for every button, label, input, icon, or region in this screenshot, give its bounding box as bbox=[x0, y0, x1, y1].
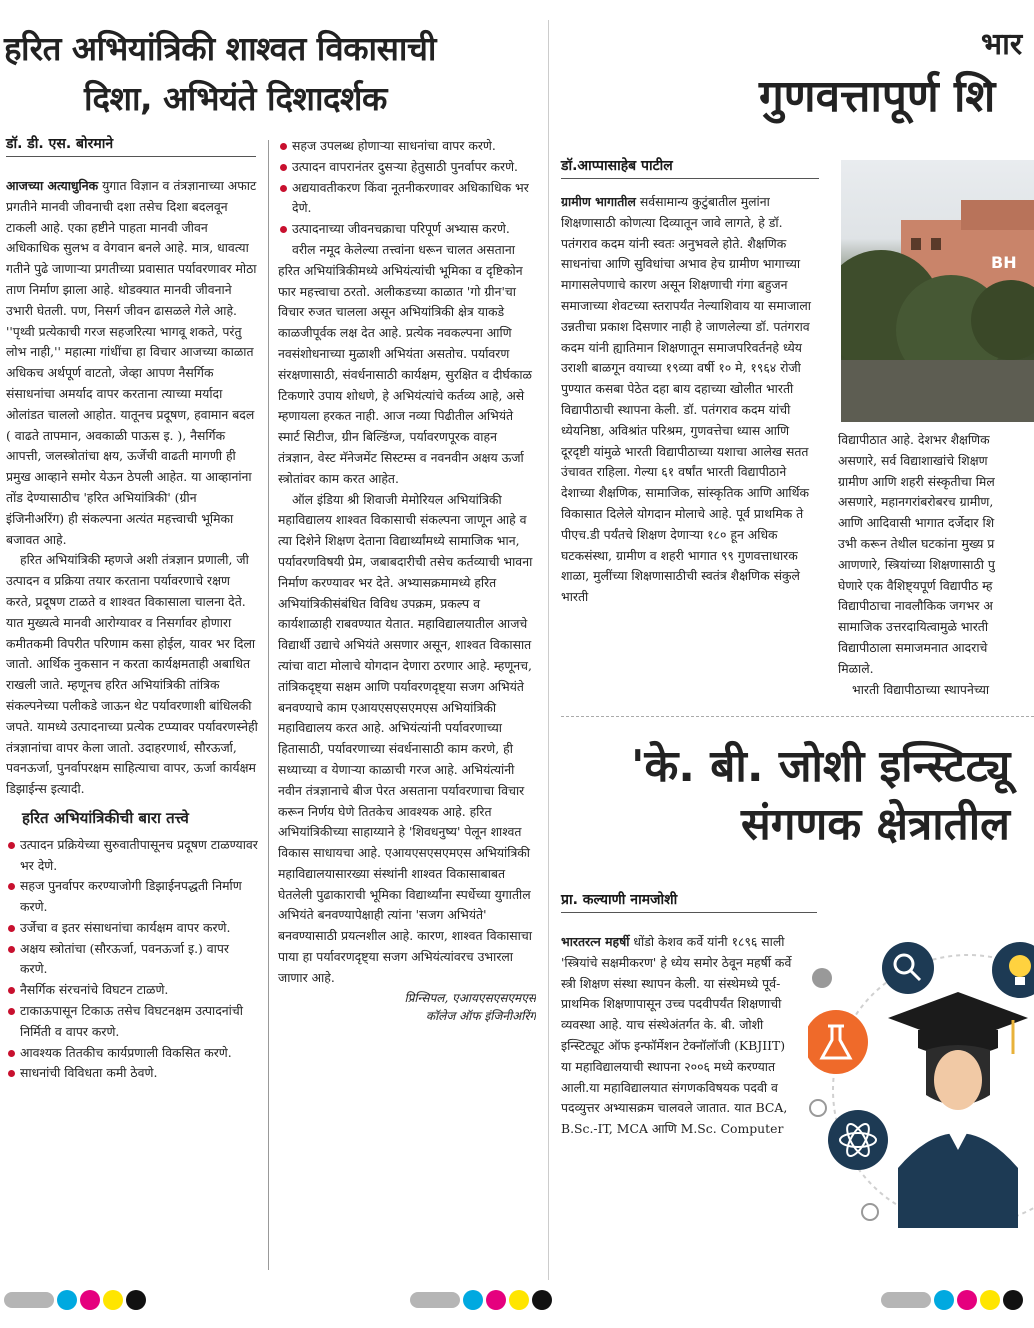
cyan-dot bbox=[57, 1290, 77, 1310]
left-lead: आजच्या अत्याधुनिक bbox=[6, 178, 99, 193]
graduate-face bbox=[934, 1050, 982, 1110]
list-item: आवश्यक तितकीच कार्यप्रणाली विकसित करणे. bbox=[6, 1043, 258, 1064]
magenta-dot bbox=[80, 1290, 100, 1310]
black-dot bbox=[1003, 1290, 1023, 1310]
magenta-dot bbox=[957, 1290, 977, 1310]
signature-line-2: कॉलेज ऑफ इंजिनीअरिंग bbox=[425, 1008, 536, 1023]
text-line: भारती विद्यापीठाच्या स्थापनेच्या bbox=[852, 681, 990, 697]
left-headline-line2: दिशा, अभियंते दिशादर्शक bbox=[84, 79, 387, 118]
right-top-byline: डॉ.आप्पासाहेब पाटील bbox=[561, 156, 819, 179]
left-byline: डॉ. डी. एस. बोरमाने bbox=[6, 134, 256, 157]
list-item: उत्पादन प्रक्रियेच्या सुरुवातीपासूनच प्रदूषण टाळण्यावर भर देणे. bbox=[6, 835, 258, 877]
left-col2-para1: वरील नमूद केलेल्या तत्त्वांना धरून चालत असताना हरित अभियांत्रिकीमध्ये अभियंत्यांची भूमिका व दृष्टिकोन फार महत्त्वाचा ठरतो. अलीकडच्या काळात 'गो ग्रीन'चा विचार रुजत चालला असून अभियांत्रिकी क्षेत्र याकडे काळजीपूर्वक लक्ष देत आहे. प्रत्येक नवकल्पना आणि नवसंशोधनाच्या मुळाशी अभियंता असतोच. पर्यावरण संरक्षणासाठी, संवर्धनासाठी कार्यक्षम, सुरक्षित व दीर्घकाळ टिकणारे उपाय शोधणे, हे अभियंत्यांचे कर्तव्य आहे, असे म्हणायला हरकत नाही. आज नव्या पिढीतील अभियंते स्मार्ट सिटीज, ग्रीन बिल्डिंग्ज, पर्यावरणपूरक वाहन तंत्रज्ञान, वेस्ट मॅनेजमेंट सिस्टम्स व नवनवीन अक्षय ऊर्जा स्त्रोतांवर काम करत आहेत. bbox=[278, 241, 532, 486]
column-divider bbox=[268, 140, 269, 1270]
cyan-dot bbox=[463, 1290, 483, 1310]
text-line: असणारे, सर्व विद्याशाखांचे शिक्षण bbox=[838, 452, 988, 468]
atom-icon bbox=[828, 1110, 888, 1170]
list-item: उत्पादनाच्या जीवनचक्राचा परिपूर्ण अभ्यास करणे. bbox=[278, 219, 536, 240]
list-item: नैसर्गिक संरचनांचे विघटन टाळणे. bbox=[6, 980, 258, 1001]
palette-icon bbox=[812, 968, 832, 988]
gear-small-icon bbox=[862, 1204, 878, 1220]
text-line: असणारे, महानगरांबरोबरच ग्रामीण, bbox=[838, 494, 994, 510]
list-item: उत्पादन वापरानंतर दुसऱ्या हेतुसाठी पुनर्वापर करणे. bbox=[278, 157, 536, 178]
list-item: टाकाऊपासून टिकाऊ तसेच विघटनक्षम उत्पादनांची निर्मिती व वापर करणे. bbox=[6, 1001, 258, 1043]
yellow-dot bbox=[980, 1290, 1000, 1310]
list-item: अक्षय स्त्रोतांचा (सौरऊर्जा, पवनऊर्जा इ.) वापर करणे. bbox=[6, 939, 258, 981]
right-page bbox=[553, 0, 1034, 1328]
education-infographic bbox=[808, 920, 1034, 1260]
text-line: सामाजिक उत्तरदायित्वामुळे भारती bbox=[838, 619, 989, 635]
cyan-dot bbox=[934, 1290, 954, 1310]
registration-bar bbox=[4, 1292, 54, 1308]
flask-icon bbox=[808, 1010, 868, 1074]
list-item: साधनांची विविधता कमी ठेवणे. bbox=[6, 1063, 258, 1084]
registration-bar bbox=[881, 1292, 931, 1308]
registration-marks-center bbox=[410, 1290, 552, 1310]
right-top-headline-big: गुणवत्तापूर्ण शि bbox=[759, 71, 996, 122]
right-bottom-column bbox=[561, 932, 793, 1272]
left-subhead: हरित अभियांत्रिकीची बारा तत्त्वे bbox=[22, 808, 189, 827]
yellow-dot bbox=[509, 1290, 529, 1310]
left-column-1 bbox=[6, 176, 258, 1276]
search-small-icon bbox=[810, 1100, 826, 1116]
list-item: सहज पुनर्वापर करण्याजोगी डिझाईनपद्धती निर्माण करणे. bbox=[6, 876, 258, 918]
text-line: ग्रामीण आणि शहरी संस्कृतीचा मिल bbox=[838, 473, 995, 489]
list-item: सहज उपलब्ध होणाऱ्या साधनांचा वापर करणे. bbox=[278, 136, 536, 157]
right-bottom-lead: भारतरत्न महर्षी bbox=[561, 934, 630, 949]
building-sign: BH bbox=[991, 253, 1017, 272]
right-bottom-headline-line1: 'के. बी. जोशी इन्स्टिट्यू bbox=[631, 741, 1011, 792]
registration-marks-right bbox=[881, 1290, 1023, 1310]
principles-list-continued bbox=[278, 136, 536, 240]
magenta-dot bbox=[486, 1290, 506, 1310]
left-col2-para2: ऑल इंडिया श्री शिवाजी मेमोरियल अभियांत्रिकी महाविद्यालय शाश्वत विकासाची संकल्पना जाणून आहे व त्या दिशेने शिक्षण देताना विद्यार्थ्यांमध्ये सामाजिक भान, पर्यावरणविषयी प्रेम, जबाबदारीची तसेच कर्तव्याची भावना निर्माण करण्यावर भर देते. अभ्यासक्रमामध्ये हरित अभियांत्रिकीसंबंधित विविध उपक्रम, प्रकल्प व कार्यशाळाही राबवण्यात येतात. महाविद्यालयातील आजचे विद्यार्थी उद्याचे अभियंते असणार असून, शाश्वत विकासात त्यांचा वाटा मोलाचे योगदान देणारा ठरणार आहे. म्हणूनच, तांत्रिकदृष्ट्या सक्षम आणि पर्यावरणदृष्ट्या सजग अभियंते बनवण्याचे काम एआयएसएसएमएस अभियांत्रिकी महाविद्यालय करत आहे. अभियंत्यांनी पर्यावरणाच्या हितासाठी, पर्यावरणाच्या संवर्धनासाठी काम करणे, ही सध्याच्या व येणाऱ्या काळाची गरज आहे. अभियंत्यांनी नवीन तंत्रज्ञानाचे बीज पेरत असताना पर्यावरणाचा विचार करून निर्णय घेणे तितकेच आवश्यक आहे. हरित अभियांत्रिकीच्या साहाय्याने हे 'शिवधनुष्य' पेलून शाश्वत विकास साधायचा आहे. एआयएसएसएमएस अभियांत्रिकी महाविद्यालयासारख्या संस्थांनी शाश्वत विकासाबाबत घेतलेली पुढाकाराची भूमिका विद्यार्थ्यांना स्पर्धेच्या युगातील अभियंते बनवण्यापेक्षाही त्यांना 'सजग अभियंते' बनवण्यासाठी प्रयत्नशील आहे. कारण, शाश्वत विकासाचा पाया हा पर्यावरणदृष्ट्या सजग अभियंत्यांवरच उभारला जाणार आहे. bbox=[278, 491, 533, 985]
text-line: विद्यापीठाला समाजमनात आदराचे bbox=[838, 639, 988, 655]
right-bottom-headline-line2: संगणक क्षेत्रातील bbox=[741, 799, 1010, 850]
text-line: मिळाले. bbox=[838, 660, 874, 676]
right-top-column bbox=[561, 192, 819, 702]
right-top-body: सर्वसामान्य कुटुंबातील मुलांना शिक्षणासाठी कोणत्या दिव्यातून जावे लागते, हे डॉ. पतंगराव कदम यांनी स्वतः अनुभवले होते. शैक्षणिक साधनांचा आणि सुविधांचा अभाव हेच ग्रामीण भागाच्या मागासलेपणाचे कारण असून शिक्षणाची गंगा बहुजन समाजाच्या शेवटच्या स्तरापर्यंत नेल्याशिवाय या समाजाला उन्नतीचा प्रकाश दिसणार नाही हे जाणलेल्या डॉ. पतंगराव कदम यांनी ह्यातिमान शिक्षणातून समाजपरिवर्तनहे ध्येय उराशी बाळगून वयाच्या १९व्या वर्षी १० मे, १९६४ रोजी पुण्यात कसबा पेठेत दहा बाय दहाच्या खोलीत भारती विद्यापीठाची स्थापना केली. डॉ. पतंगराव कदम यांची ध्येयनिष्ठा, अविश्रांत परिश्रम, गुणवत्तेचा ध्यास आणि दूरदृष्टी यांमुळे भारती विद्यापीठाच्या यशाचा आलेख सतत उंचावत राहिला. गेल्या ६१ वर्षांत भारती विद्यापीठाने देशाच्या शैक्षणिक, सामाजिक, सांस्कृतिक आणि आर्थिक विकासात दिलेले योगदान मोलाचे आहे. पूर्व प्राथमिक ते पीएच.डी पर्यंतचे शिक्षण देणाऱ्या १८० हून अधिक घटकसंस्था, ग्रामीण व शहरी भागात ९९ गुणवत्ताधारक शाळा, मुलींच्या शिक्षणासाठीची स्वतंत्र शैक्षणिक संकुले भारती bbox=[561, 194, 811, 605]
registration-bar bbox=[410, 1292, 460, 1308]
list-item: अद्ययावतीकरण किंवा नूतनीकरणावर अधिकाधिक भर देणे. bbox=[278, 178, 536, 220]
text-line: आणणारे, स्त्रियांच्या शिक्षणासाठी पु bbox=[838, 556, 995, 572]
text-line: उभी करून तेथील घटकांना मुख्य प्र bbox=[838, 535, 995, 551]
section-divider bbox=[561, 716, 1034, 717]
right-bottom-byline: प्रा. कल्याणी नामजोशी bbox=[561, 890, 817, 913]
left-column-2 bbox=[278, 136, 536, 1276]
left-headline-line1: हरित अभियांत्रिकी शाश्वत विकासाची bbox=[4, 29, 436, 68]
yellow-dot bbox=[103, 1290, 123, 1310]
text-line: विद्यापीठात आहे. देशभर शैक्षणिक bbox=[838, 432, 990, 447]
black-dot bbox=[532, 1290, 552, 1310]
building-illustration bbox=[841, 160, 1034, 422]
text-line: घेणारे एक वैशिष्ट्यपूर्ण विद्यापीठ म्ह bbox=[838, 577, 993, 593]
registration-marks-left bbox=[4, 1290, 146, 1310]
author-designation bbox=[278, 989, 536, 1025]
text-line: विद्यापीठाचा नावलौकिक जगभर अ bbox=[838, 598, 993, 614]
black-dot bbox=[126, 1290, 146, 1310]
left-col1-para2: हरित अभियांत्रिकी म्हणजे अशी तंत्रज्ञान प्रणाली, जी उत्पादन व प्रक्रिया तयार करताना पर्यावरणाचे रक्षण करते, प्रदूषण टाळते व शाश्वत विकासाला चालना देते. यात मुख्यत्वे मानवी आरोग्यावर व निसर्गावर होणारा कमीतकमी विपरीत परिणाम कसा होईल, यावर भर दिला जातो. आर्थिक नुकसान न करता कार्यक्षमताही अबाधित राखली जाते. म्हणूनच हरित अभियांत्रिकी तांत्रिक संकल्पनेच्या पलीकडे जाऊन थेट पर्यावरणाशी बांधिलकी जपते. यामध्ये उत्पादनाच्या प्रत्येक टप्प्यावर पर्यावरणस्नेही तंत्रज्ञानांचा वापर केला जातो. उदाहरणार्थ, सौरऊर्जा, पवनऊर्जा, पुनर्वापरक्षम साहित्याचा वापर, ऊर्जा कार्यक्षम डिझाईन्स इत्यादी. bbox=[6, 552, 258, 797]
signature-line-1: प्रिन्सिपल, एआयएसएसएमएस bbox=[404, 990, 536, 1005]
principles-list bbox=[6, 835, 258, 1085]
right-bottom-body: धोंडो केशव कर्वे यांनी १८९६ साली 'स्त्रियांचे सक्षमीकरण' हे ध्येय समोर ठेवून महर्षी कर्वे स्त्री शिक्षण संस्था स्थापन केली. या संस्थेमध्ये पूर्व-प्राथमिक शिक्षणापासून उच्च पदवीपर्यंत शिक्षणाची व्यवस्था आहे. याच संस्थेअंतर्गत के. बी. जोशी इन्स्टिट्यूट ऑफ इन्फॉर्मेशन टेक्नॉलॉजी (KBJIIT) या महाविद्यालयाची स्थापना २००६ मध्ये करण्यात आली.या महाविद्यालयात संगणकविषयक पदवी व पदव्युत्तर अभ्यासक्रम चालवले जातात. यात BCA, B.Sc.-IT, MCA आणि M.Sc. Computer bbox=[561, 934, 792, 1137]
page-fold bbox=[548, 20, 549, 1280]
right-top-column-2 bbox=[838, 430, 1034, 700]
text-line: आणि आदिवासी भागात दर्जेदार शि bbox=[838, 515, 995, 531]
right-top-lead: ग्रामीण भागातील bbox=[561, 194, 636, 209]
left-col1-para1: युगात विज्ञान व तंत्रज्ञानाच्या अफाट प्रगतीने मानवी जीवनाची दशा तसेच दिशा बदलवून टाकली आहे. एका हष्टीने पाहता मानवी जीवन अधिकाधिक सुलभ व वेगवान बनले आहे. मात्र, धावत्या गतीने पुढे जाणाऱ्या प्रगतीच्या प्रवासात पर्यावरणावर मोठा ताण निर्माण झाला आहे. थोडक्यात मानवी जीवनाने उभारी घेतली. पण, निसर्ग जीवन ढासळले गेले आहे. ''पृथ्वी प्रत्येकाची गरज सहजरित्या भागवू शकते, परंतु लोभ नाही,'' महात्मा गांधींचा हा विचार आजच्या काळात अधिकच अर्थपूर्ण वाटतो, जेव्हा आपण नैसर्गिक संसाधनांचा अमर्याद वापर करताना त्याच्या मर्यादा ओलांडत चाललो आहोत. यातूनच प्रदूषण, हवामान बदल ( वाढते तापमान, अवकाळी पाऊस इ. ), नैसर्गिक आपत्ती, जलस्त्रोतांचा क्षय, ऊर्जेची वाढती मागणी ही प्रमुख आव्हाने समोर येऊन ठेपली आहेत. या आव्हानांना तोंड देण्यासाठीच 'हरित अभियांत्रिकी' (ग्रीन इंजिनीअरिंग) ही संकल्पना अत्यंत महत्त्वाची भूमिका बजावत आहे. bbox=[6, 178, 257, 547]
list-item: उर्जेचा व इतर संसाधनांचा कार्यक्षम वापर करणे. bbox=[6, 918, 258, 939]
magnifier-icon bbox=[882, 942, 934, 994]
university-photo bbox=[841, 160, 1034, 422]
right-top-headline-small: भार bbox=[981, 27, 1023, 62]
